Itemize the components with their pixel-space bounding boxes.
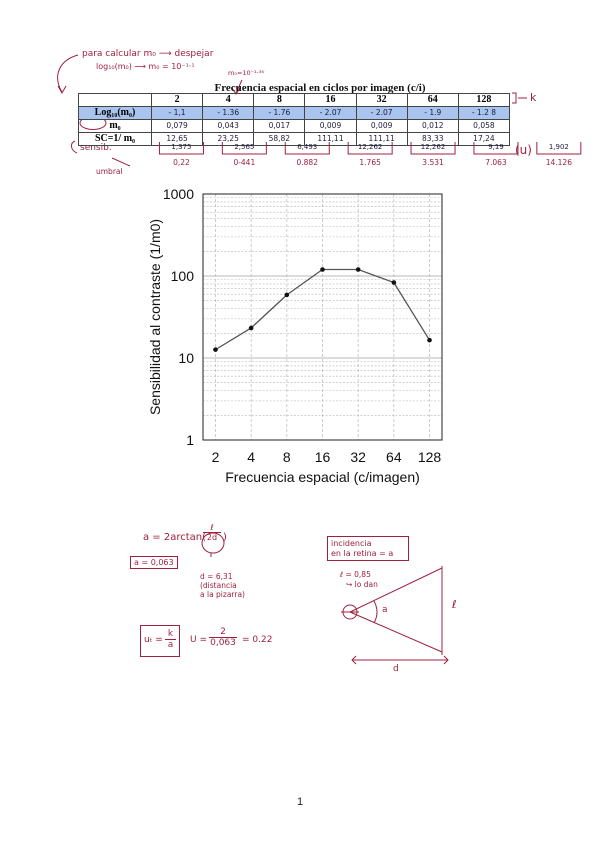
u-value: 3.531 [422,158,444,167]
x-tick-label: 32 [350,449,366,465]
formula-a [143,532,206,543]
y-tick-label: 10 [178,350,194,366]
table-cell: - 1,1 [152,107,203,120]
incidencia-box [327,536,409,561]
u-formula-frac [165,629,176,650]
table-cell: 0,012 [407,120,458,133]
table-title: Frecuencia espacial en ciclos por imagen (c/i) [214,82,426,94]
diagram-l-note: ℓ = 0,85 [340,570,371,579]
table-cell: - 1.9 [407,107,458,120]
x-tick-label: 2 [211,449,220,465]
y-tick-label: 1 [186,432,194,448]
d-note-3: a la pizarra) [200,590,245,599]
table-cell: 0,058 [458,120,509,133]
d-note-1: d = 6,31 [200,572,233,581]
u-example-num: 2 [220,627,226,637]
table-cell: 0,017 [254,120,305,133]
sensib-value: 2,565 [234,143,255,151]
y-tick-label: 100 [170,268,194,284]
data-point [213,347,218,352]
diagram-l-sub: ↪ lo dan [346,580,378,589]
data-point [249,326,254,331]
table-header-row [79,94,510,107]
u-example-result: = 0.22 [242,635,273,645]
table-cell: 0,043 [203,120,254,133]
formula-a-text: a = 2arctan( [143,532,207,543]
table-cell: 58,82 [254,133,305,146]
table-cell: 0,009 [305,120,356,133]
u-formula-num: k [167,629,174,639]
x-tick-label: 128 [417,449,442,465]
note-log-despeje: log₁₀(m₀) ⟶ m₀ = 10⁻¹·¹ [96,62,195,71]
note-para-calcular: para calcular m₀ ⟶ despejar [82,49,214,59]
u-formula-left: uₜ = [144,635,163,645]
u-value: 0.882 [296,158,318,167]
frequency-table [78,93,510,146]
incidencia-1: incidencia [331,539,372,548]
col-header: 8 [254,94,305,107]
label-u: (u) [515,143,532,157]
y-tick-label: 1000 [162,186,194,202]
data-point [285,293,290,298]
label-k: k [530,91,537,104]
table-cell: 111,11 [356,133,407,146]
col-header: 16 [305,94,356,107]
diagram-d: d [393,664,399,674]
row-label: Log₁₀(m₀) [79,107,152,120]
d-note-2: (distancia [200,581,237,590]
col-header: 64 [407,94,458,107]
circle-2d-icon [198,529,228,557]
table-row-log [79,107,510,120]
u-example-left: U = [190,635,207,645]
sensib-value: 1,375 [171,143,192,151]
eye-angle-diagram [330,560,480,685]
col-header: 32 [356,94,407,107]
table-cell: 83,33 [407,133,458,146]
u-example-den: 0,063 [210,638,236,648]
data-point [356,267,361,272]
formula-close: ) [223,532,227,543]
y-axis-label: Sensibilidad al contraste (1/m0) [147,218,163,416]
u-value: 1.765 [359,158,381,167]
table-cell: 23,25 [203,133,254,146]
sensib-value: 12,262 [357,143,383,151]
u-formula-den: a [165,639,176,650]
data-point [427,338,432,343]
label-umbral: umbral [96,167,123,176]
data-point [392,280,397,285]
table-cell: - 2.07 [356,107,407,120]
table-cell: - 1.36 [203,107,254,120]
sensib-value: 6,493 [297,143,318,151]
row-label: SC=1/ m₀ [79,133,152,146]
table-row-m0 [79,120,510,133]
sensib-value: 1,902 [548,143,569,151]
formula-frac-num: ℓ [210,523,214,532]
table-corner [79,94,152,107]
diagram-l: ℓ [452,598,457,611]
u-value: 0,22 [173,158,190,167]
x-tick-label: 64 [386,449,402,465]
u-value: 0-441 [233,158,256,167]
d-note [200,572,245,599]
data-point [320,267,325,272]
diagram-a: a [382,605,388,615]
x-axis-label: Frecuencia espacial (c/imagen) [225,469,420,485]
x-tick-label: 16 [314,449,331,465]
page-number: 1 [296,796,304,808]
col-header: 4 [203,94,254,107]
table-cell: 17,24 [458,133,509,146]
row-label: m₀ [79,120,152,133]
table-cell: 111,11 [305,133,356,146]
sensib-value: 9,19 [488,143,504,151]
table-cell: - 1.76 [254,107,305,120]
table-cell: 0,009 [356,120,407,133]
contrast-sensitivity-chart [140,180,460,485]
sensib-value: 12,262 [420,143,446,151]
x-tick-label: 4 [247,449,256,465]
col-header: 128 [458,94,509,107]
table-cell: - 2.07 [305,107,356,120]
formula-frac-den: 2d [203,532,221,542]
a-value-box: a = 0,063 [130,556,178,569]
u-formula-box [140,625,180,657]
u-value: 14.126 [545,158,572,167]
u-value: 7.063 [485,158,507,167]
u-example-frac [209,627,237,648]
table-cell: 12,65 [152,133,203,146]
table-cell: - 1.2 8 [458,107,509,120]
table-cell: 0,079 [152,120,203,133]
incidencia-2: en la retina = a [331,549,394,558]
col-header: 2 [152,94,203,107]
x-tick-label: 8 [282,449,291,465]
label-sensib: sensib. [80,143,112,153]
note-m0-value: m₀=10⁻¹·³⁶ [228,69,264,77]
